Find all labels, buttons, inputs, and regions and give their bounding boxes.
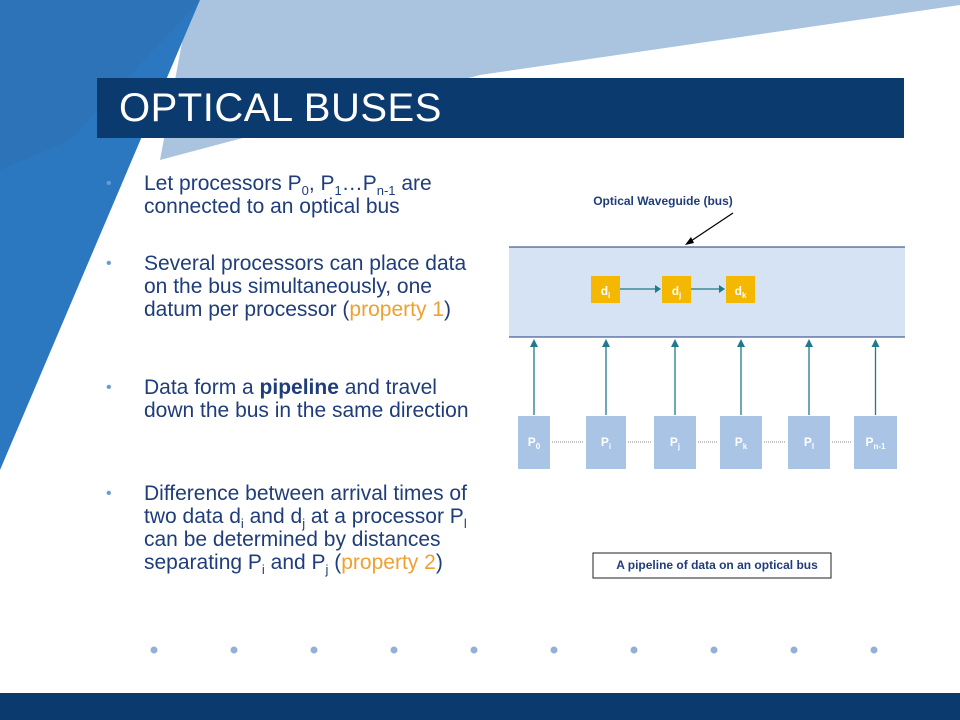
bullet-text: property 1 [349, 298, 444, 321]
bullet-item [106, 376, 484, 422]
bullet-text: property 2 [341, 551, 436, 574]
processor-uplink-arrow-head [602, 339, 610, 347]
bullet-text: 0 [301, 183, 309, 199]
decorative-dot [471, 647, 478, 654]
decorative-dot [871, 647, 878, 654]
bullet-text: Several processors can place data on the bus simultaneously, one datum per processor ( [144, 252, 467, 321]
processor-uplink-arrow-head [737, 339, 745, 347]
decorative-dot [151, 647, 158, 654]
bullet-text: and travel down the bus in the same direction [144, 376, 469, 422]
processor-label: $P_i$ [600, 435, 612, 451]
optical-bus-diagram [505, 185, 915, 595]
bullet-text: j [302, 516, 306, 532]
bullet-marker: • [106, 175, 112, 192]
processor-label: $P_j$ [669, 435, 681, 451]
diagram-caption: A pipeline of data on an optical bus [616, 558, 818, 572]
processor-uplink-arrow-head [872, 339, 880, 347]
slide-title: OPTICAL BUSES [119, 86, 442, 130]
bullet-item [106, 172, 484, 218]
bullet-text: 1 [334, 183, 342, 199]
bullet-item [106, 252, 484, 321]
decorative-dot [391, 647, 398, 654]
bullet-text: n-1 [376, 183, 396, 199]
bullet-text: and P [264, 551, 326, 574]
bullet-text: Data form a [144, 376, 260, 399]
bullet-text: at a processor P [305, 505, 464, 528]
bullet-marker: • [106, 485, 112, 502]
processor-uplink-arrow-head [671, 339, 679, 347]
decorative-dot [631, 647, 638, 654]
decorative-dot [551, 647, 558, 654]
bullet-text: ( [328, 551, 342, 574]
bullet-text: i [261, 562, 265, 578]
title-bar [97, 78, 904, 138]
waveguide-pointer-arrow [688, 213, 733, 243]
decorative-dot [311, 647, 318, 654]
processor-uplink-arrow-head [530, 339, 538, 347]
processor-label: $P_k$ [734, 435, 748, 451]
bullet-text: Let processors P [144, 172, 302, 195]
data-item-label: $d_j$ [671, 284, 682, 300]
bullet-text: Difference between arrival times of two data d [144, 482, 467, 528]
bullet-text: l [463, 516, 467, 532]
bullet-text: ) [443, 298, 451, 321]
decorative-dot [711, 647, 718, 654]
processor-uplink-arrow-head [805, 339, 813, 347]
bullet-text: , P [308, 172, 335, 195]
waveguide-pointer-head [685, 237, 694, 245]
decorative-dot [231, 647, 238, 654]
bullet-item [106, 482, 484, 578]
bullet-marker: • [106, 379, 112, 396]
decorative-dots [0, 640, 960, 660]
bullet-marker: • [106, 255, 112, 272]
bullet-text: are connected to an optical bus [144, 172, 432, 218]
processor-label: $P_0$ [527, 435, 541, 451]
bullet-text: and d [243, 505, 303, 528]
waveguide-label: Optical Waveguide (bus) [593, 194, 733, 208]
processor-label: $P_l$ [803, 435, 815, 451]
bullet-text: ) [435, 551, 443, 574]
optical-bus [509, 247, 905, 337]
bullet-text: j [325, 562, 329, 578]
bullet-text: pipeline [259, 376, 339, 399]
bullet-text: …P [341, 172, 377, 195]
data-item-label: $d_i$ [600, 284, 611, 300]
processor-label: $P_{n-1}$ [865, 435, 886, 451]
bullet-text: i [240, 516, 244, 532]
footer-bar [0, 693, 960, 720]
decorative-dot [791, 647, 798, 654]
bullet-text: can be determined by distances separating P [144, 528, 441, 574]
data-item-label: $d_k$ [734, 284, 747, 300]
